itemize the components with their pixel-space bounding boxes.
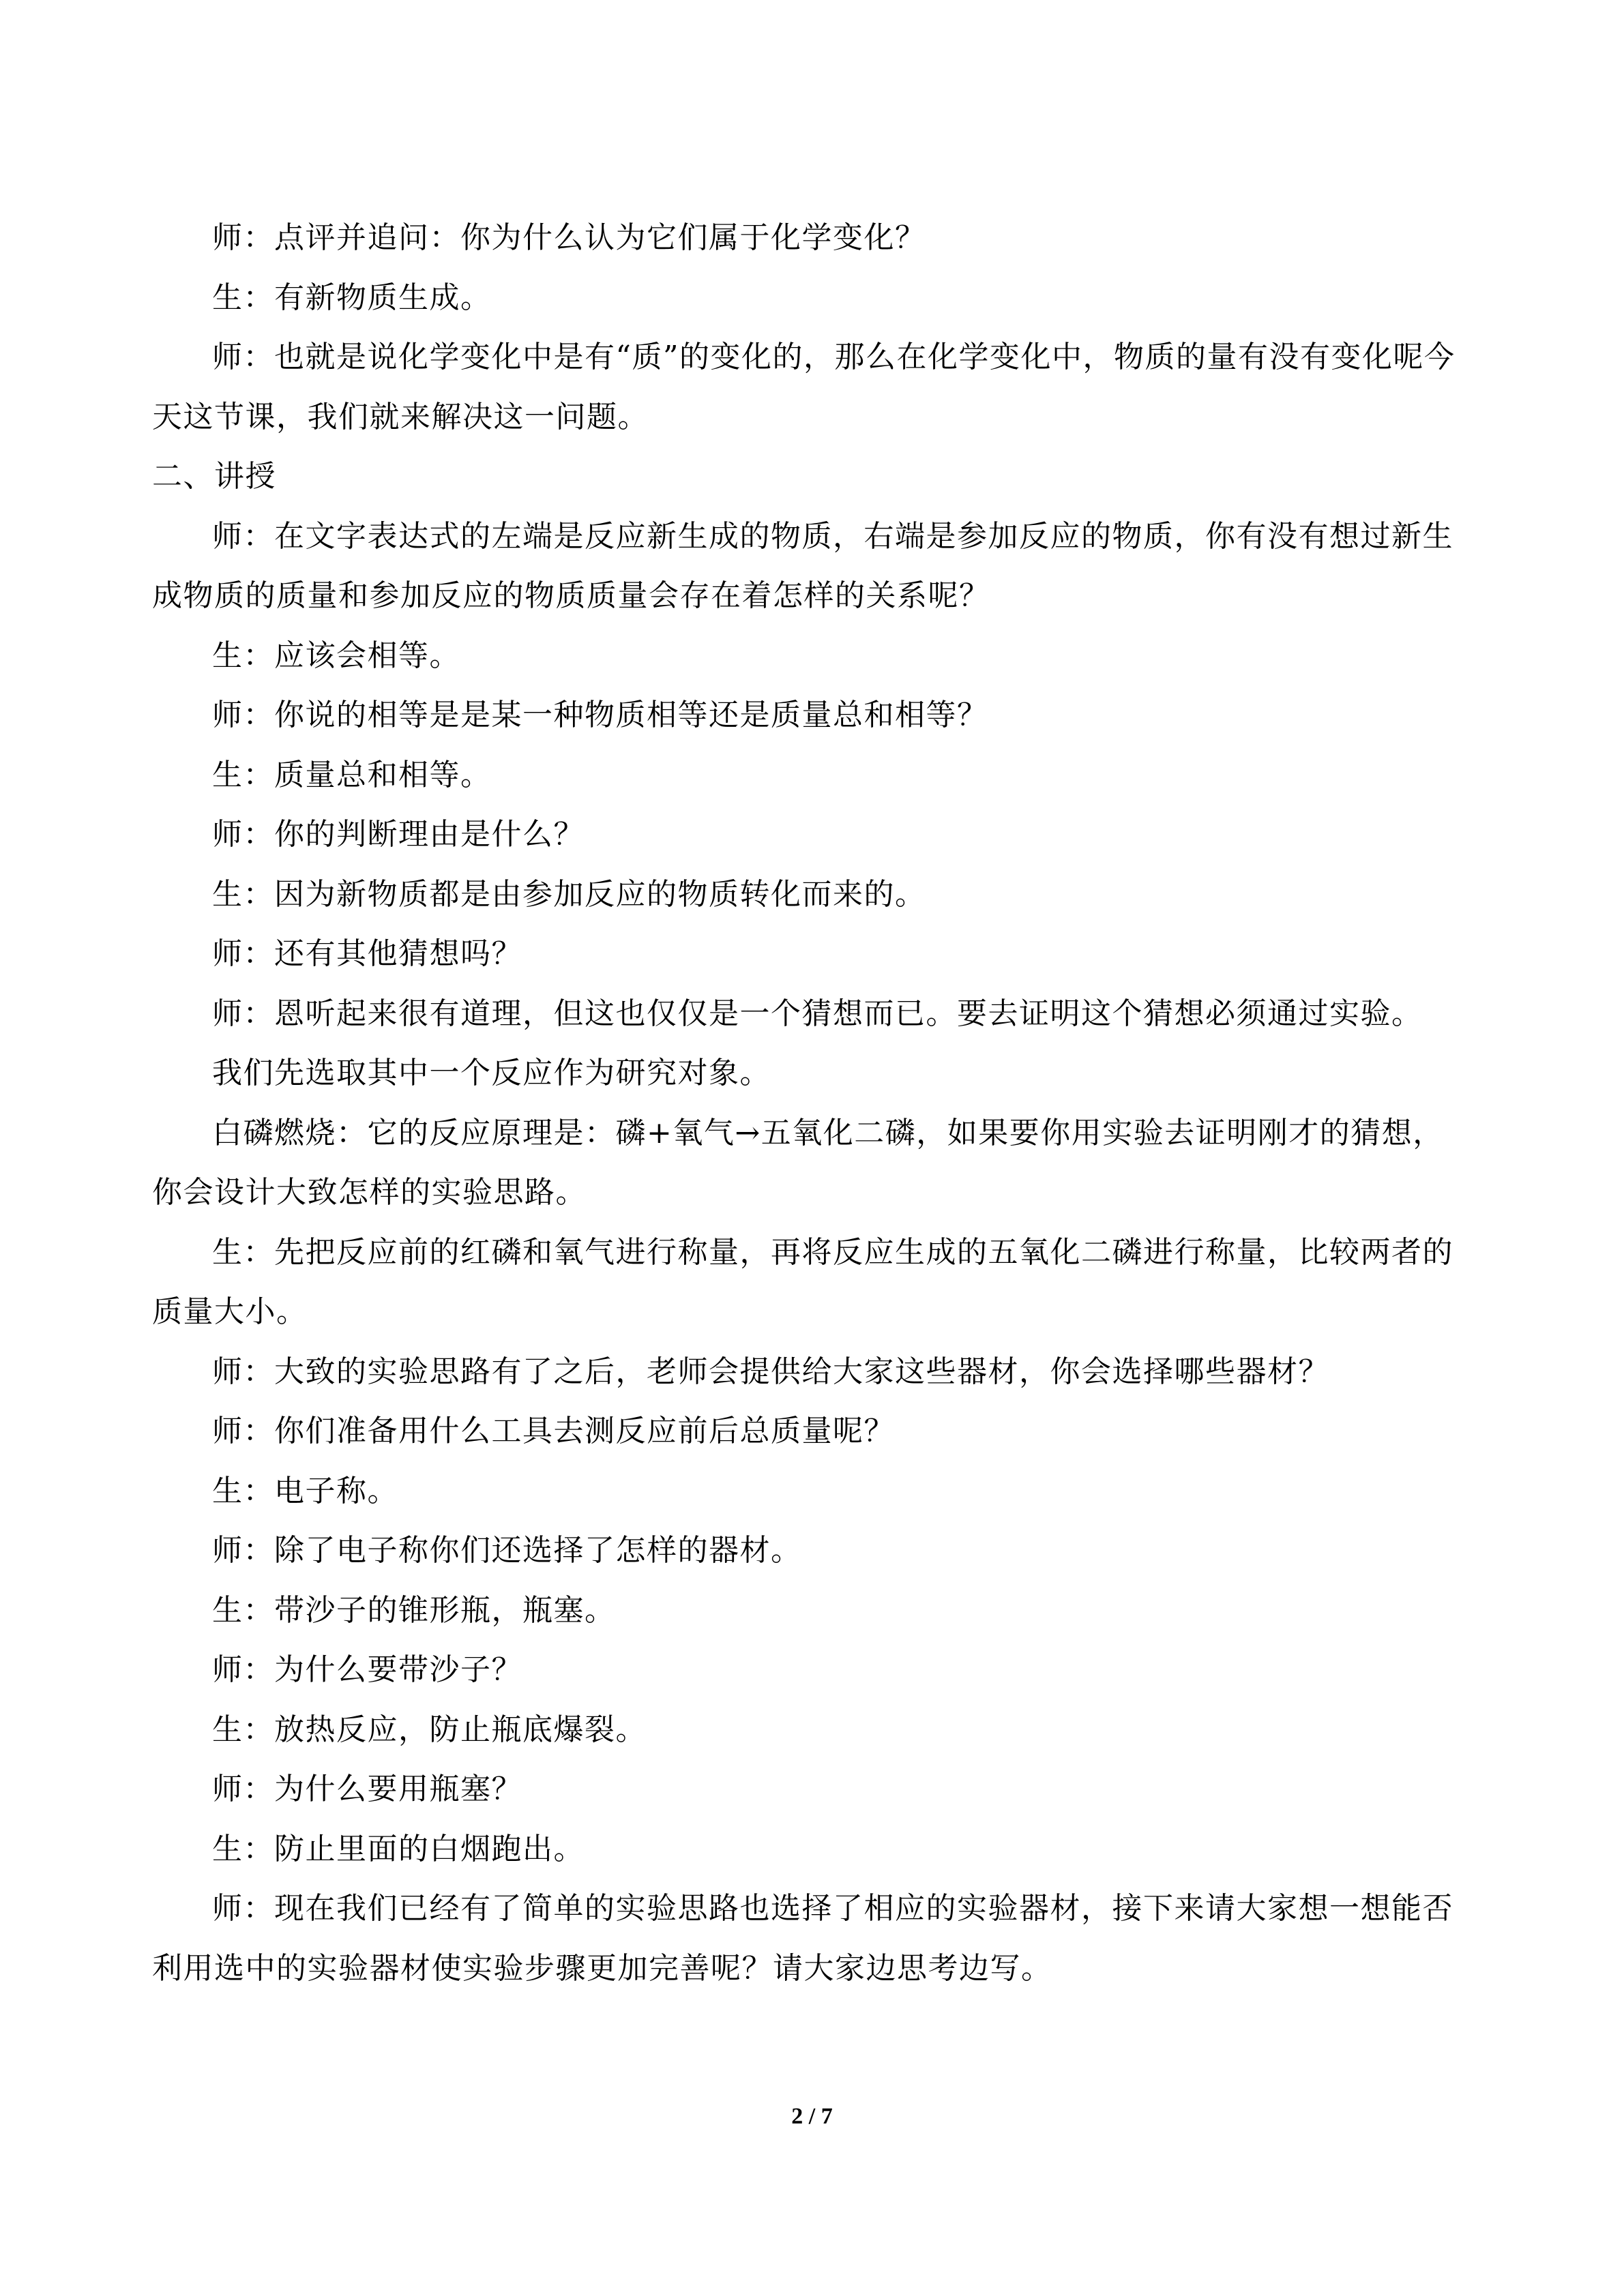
- paragraph: 生：电子称。: [212, 1473, 398, 1508]
- paragraph: 师：你的判断理由是什么？: [212, 817, 585, 852]
- paragraph: 师：现在我们已经有了简单的实验思路也选择了相应的实验器材，接下来请大家想一想能否利用选中的实验器材使实验步骤更加完善呢？请大家边思考边写。: [152, 1891, 1453, 1986]
- paragraph: 师：点评并追问：你为什么认为它们属于化学变化？: [212, 220, 926, 255]
- paragraph: 师：也就是说化学变化中是有“质”的变化的，那么在化学变化中，物质的量有没有变化呢今天这节课，我们就来解决这一问题。: [152, 340, 1456, 434]
- paragraph: 白磷燃烧：它的反应原理是：磷+氧气→五氧化二磷，如果要你用实验去证明刚才的猜想，你会设计大致怎样的实验思路。: [152, 1115, 1444, 1210]
- paragraph: 师：还有其他猜想吗？: [212, 936, 522, 971]
- paragraph: 师：你说的相等是是某一种物质相等还是质量总和相等？: [212, 698, 988, 732]
- paragraph: 师：为什么要带沙子？: [212, 1652, 522, 1687]
- paragraph: 生：应该会相等。: [212, 638, 460, 673]
- paragraph: 师：大致的实验思路有了之后，老师会提供给大家这些器材，你会选择哪些器材？: [212, 1354, 1329, 1389]
- paragraph: 生：放热反应，防止瓶底爆裂。: [212, 1712, 647, 1747]
- paragraph: 师：除了电子称你们还选择了怎样的器材。: [212, 1533, 802, 1568]
- paragraph: 师：在文字表达式的左端是反应新生成的物质，右端是参加反应的物质，你有没有想过新生成物质的质量和参加反应的物质质量会存在着怎样的关系呢？: [152, 518, 1453, 613]
- paragraph: 师：为什么要用瓶塞？: [212, 1772, 522, 1806]
- paragraph: 生：防止里面的白烟跑出。: [212, 1831, 585, 1866]
- page-number: 2 / 7: [791, 2104, 833, 2129]
- paragraph: 师：你们准备用什么工具去测反应前后总质量呢？: [212, 1414, 895, 1448]
- section-heading: 二、讲授: [152, 459, 276, 494]
- paragraph: 我们先选取其中一个反应作为研究对象。: [212, 1056, 771, 1090]
- paragraph: 师：恩听起来很有道理，但这也仅仅是一个猜想而已。要去证明这个猜想必须通过实验。: [212, 996, 1423, 1031]
- paragraph: 生：质量总和相等。: [212, 757, 492, 792]
- paragraph: 生：因为新物质都是由参加反应的物质转化而来的。: [212, 876, 926, 912]
- paragraph: 生：先把反应前的红磷和氧气进行称量，再将反应生成的五氧化二磷进行称量，比较两者的质量大小。: [152, 1234, 1453, 1329]
- paragraph: 生：有新物质生成。: [212, 280, 492, 315]
- paragraph: 生：带沙子的锥形瓶，瓶塞。: [212, 1592, 616, 1628]
- document-body: [152, 208, 1472, 1998]
